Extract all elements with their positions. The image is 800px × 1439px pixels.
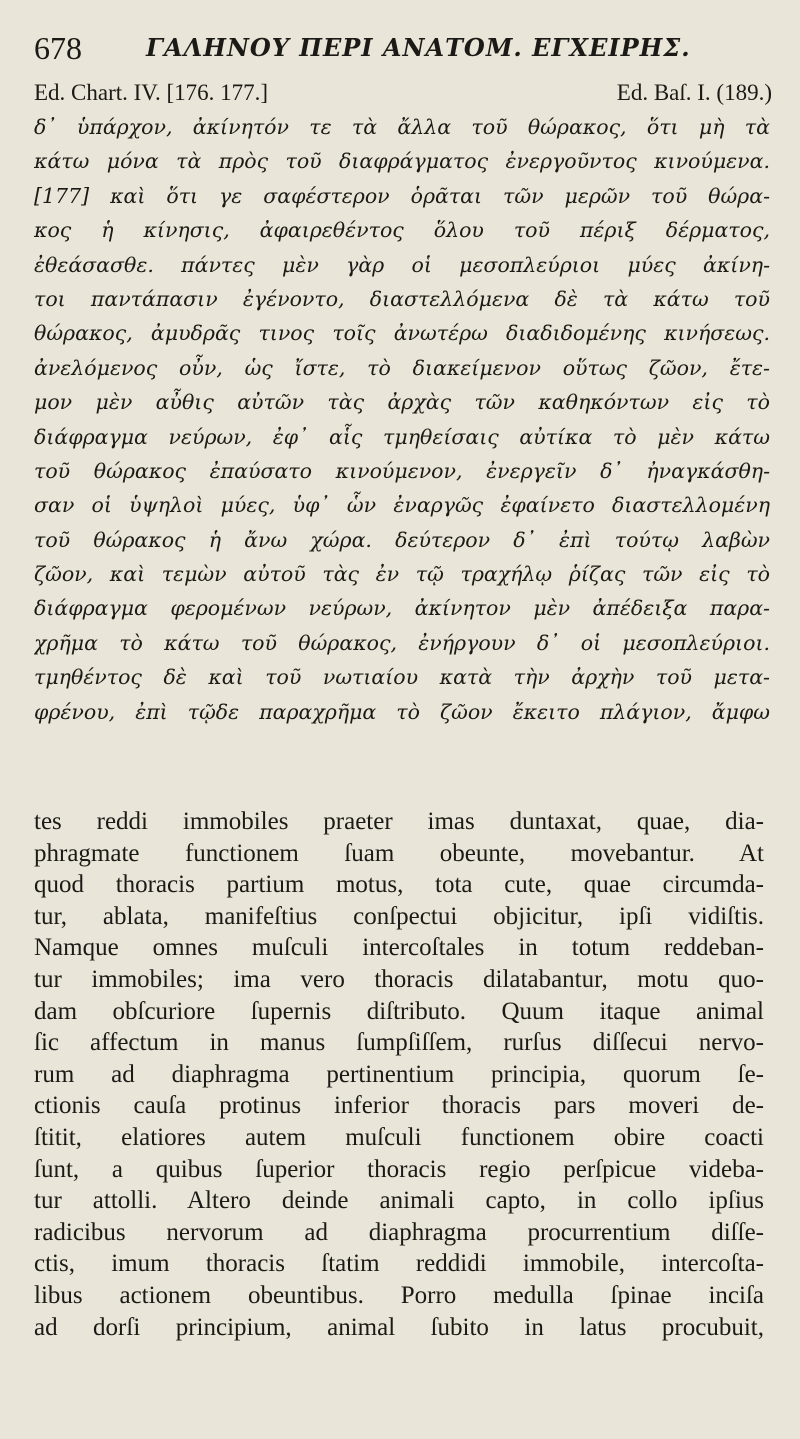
latin-text-line: ctis, imum thoracis ſtatim reddidi immobile, intercoſta- xyxy=(34,1250,764,1278)
greek-text-line: ζῶον, καὶ τεμὼν αὐτοῦ τὰς ἐν τῷ τραχήλῳ ῥίζας τῶν εἰς τὸ xyxy=(34,562,770,587)
greek-text-line: ἐθεάσασθε. πάντες μὲν γὰρ οἱ μεσοπλεύριοι μύες ἀκίνη- xyxy=(34,252,770,277)
greek-text-line: διάφραγμα νεύρων, ἐφ᾽ αἷς τμηθείσαις αὐτίκα τὸ μὲν κάτω xyxy=(34,424,770,449)
latin-text-line: tes reddi immobiles praeter imas duntaxat, quae, dia- xyxy=(34,808,764,835)
greek-text-line: θώρακος, ἀμυδρᾶς τινος τοῖς ἀνωτέρω διαδιδομένης κινήσεως. xyxy=(34,321,770,346)
greek-text-line: τοῦ θώρακος ἡ ἄνω χώρα. δεύτερον δ᾽ ἐπὶ τούτῳ λαβὼν xyxy=(34,527,770,552)
greek-text-line: τοι παντάπασιν ἐγένοντο, διαστελλόμενα δὲ τὰ κάτω τοῦ xyxy=(34,286,770,311)
latin-text-line: tur attolli. Altero deinde animali capto, in collo ipſius xyxy=(34,1187,764,1215)
latin-text-line: ctionis cauſa protinus inferior thoracis pars moveri de- xyxy=(34,1092,764,1120)
greek-text-line: [177] καὶ ὅτι γε σαφέστερον ὁρᾶται τῶν μερῶν τοῦ θώρα- xyxy=(34,183,770,208)
greek-text-line: τμηθέντος δὲ καὶ τοῦ νωτιαίου κατὰ τὴν ἀρχὴν τοῦ μετα- xyxy=(34,665,770,690)
greek-text-line: φρένου, ἐπὶ τῷδε παραχρῆμα τὸ ζῶον ἔκειτο πλάγιον, ἄμφω xyxy=(34,699,770,724)
latin-text-line: ſunt, a quibus ſuperior thoracis regio perſpicue videba- xyxy=(34,1155,764,1183)
greek-text-line: σαν οἱ ὑψηλοὶ μύες, ὑφ᾽ ὧν ἐναργῶς ἐφαίνετο διαστελλομένη xyxy=(34,493,770,518)
latin-text-line: dam obſcuriore ſupernis diſtributo. Quum itaque animal xyxy=(34,997,764,1025)
latin-text-line: Namque omnes muſculi intercoſtales in totum reddeban- xyxy=(34,934,764,962)
greek-text-line: ἀνελόμενος οὖν, ὡς ἴστε, τὸ διακείμενον οὕτως ζῶον, ἔτε- xyxy=(34,355,770,380)
latin-text-line: rum ad diaphragma pertinentium principia, quorum ſe- xyxy=(34,1060,764,1088)
latin-text-line: phragmate functionem ſuam obeunte, movebantur. At xyxy=(34,839,764,867)
greek-text-line: διάφραγμα φερομένων νεύρων, ἀκίνητον μὲν ἀπέδειξα παρα- xyxy=(34,596,770,621)
latin-text-line: libus actionem obeuntibus. Porro medulla ſpinae inciſa xyxy=(34,1281,764,1309)
greek-text-block xyxy=(34,110,770,729)
edition-basel-reference: Ed. Baſ. I. (189.) xyxy=(616,80,772,105)
greek-text-line: κος ἡ κίνησις, ἀφαιρεθέντος ὅλου τοῦ πέριξ δέρματος, xyxy=(34,218,770,243)
edition-chartier-reference: Ed. Chart. IV. [176. 177.] xyxy=(34,80,269,105)
latin-text-line: tur immobiles; ima vero thoracis dilatabantur, motu quo- xyxy=(34,965,764,993)
greek-text-line: μον μὲν αὖθις αὐτῶν τὰς ἀρχὰς τῶν καθηκόντων εἰς τὸ xyxy=(34,390,770,415)
latin-translation-block xyxy=(34,806,764,1343)
latin-text-line: ad dorſi principium, animal ſubito in latus procubuit, xyxy=(34,1313,764,1341)
greek-text-line: τοῦ θώρακος ἐπαύσατο κινούμενον, ἐνεργεῖν δ᾽ ἠναγκάσθη- xyxy=(34,458,770,483)
greek-text-line: κάτω μόνα τὰ πρὸς τοῦ διαφράγματος ἐνεργοῦντος κινούμενα. xyxy=(34,149,770,174)
latin-text-line: quod thoracis partium motus, tota cute, quae circumda- xyxy=(34,871,764,899)
greek-text-line: δ᾽ ὑπάρχον, ἀκίνητόν τε τὰ ἄλλα τοῦ θώρακος, ὅτι μὴ τὰ xyxy=(34,115,770,139)
page-number: 678 xyxy=(34,30,82,66)
edition-reference-line xyxy=(34,78,772,108)
latin-text-line: radicibus nervorum ad diaphragma procurrentium diſſe- xyxy=(34,1218,764,1246)
latin-text-line: ſic affectum in manus ſumpſiſſem, rurſus diſſecui nervo- xyxy=(34,1029,764,1057)
latin-text-line: tur, ablata, manifeſtius conſpectui objicitur, ipſi vidiſtis. xyxy=(34,902,764,930)
running-title: ΓΑΛΗΝΟΥ ΠΕΡΙ ΑΝΑΤΟΜ. ΕΓΧΕΙΡΗΣ. xyxy=(146,33,691,62)
greek-text-line: χρῆμα τὸ κάτω τοῦ θώρακος, ἐνήργουν δ᾽ οἱ μεσοπλεύριοι. xyxy=(34,630,770,655)
page-header xyxy=(34,28,774,68)
latin-text-line: ſtitit, elatiores autem muſculi functionem obire coacti xyxy=(34,1123,764,1151)
